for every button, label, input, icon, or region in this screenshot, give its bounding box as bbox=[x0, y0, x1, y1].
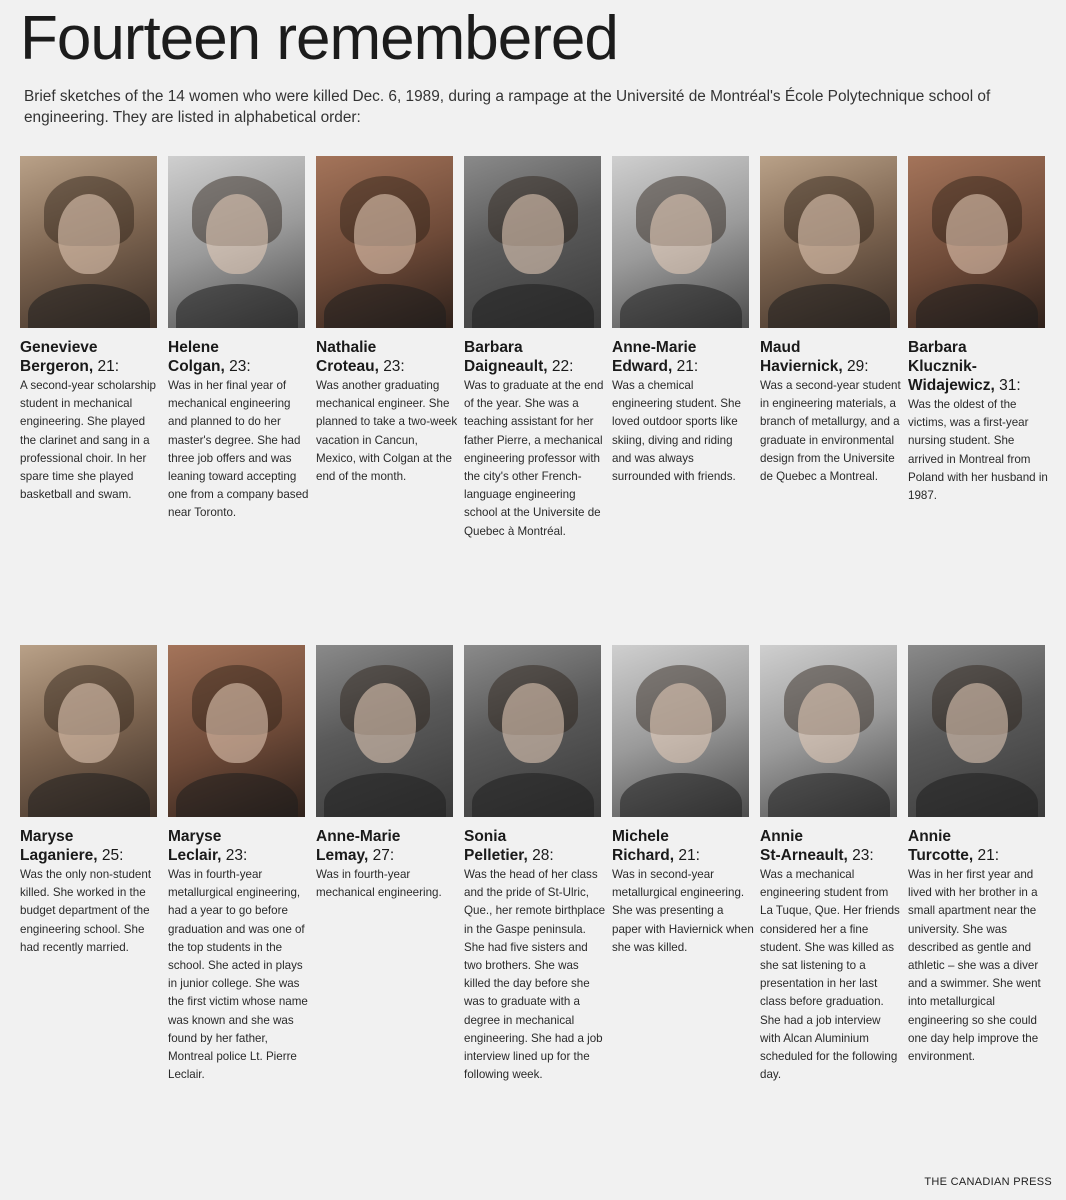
victim-name: Annie Turcotte, 21: bbox=[908, 828, 1000, 864]
portrait-photo bbox=[20, 645, 157, 817]
victim-card bbox=[760, 645, 900, 1084]
victim-description: Was a mechanical engineering student from La Tuque, Que. Her friends considered her a fine student. She was killed as she sat listening to a presentation in her last class before graduation. She had a job interview with Alcan Aluminium scheduled for the following day. bbox=[760, 868, 900, 1082]
victim-card bbox=[168, 645, 308, 1084]
victim-description: Was in her first year and lived with her brother in a small apartment near the university. She was described as gentle and athletic – she was a diver and a swimmer. She went into metallurgical engineering so she could one day help improve the environment. bbox=[908, 868, 1041, 1064]
credit-line: THE CANADIAN PRESS bbox=[924, 1176, 1052, 1188]
victim-name: Nathalie Croteau, 23: bbox=[316, 339, 405, 375]
portrait-photo bbox=[316, 645, 453, 817]
victim-description: Was the head of her class and the pride of St-Ulric, Que., her remote birthplace in the Gaspe peninsula. She had five sisters and two brothers. She was killed the day before she was to graduate with a degree in mechanical engineering. She had a job interview lined up for the following week. bbox=[464, 868, 606, 1082]
victim-description: Was in fourth-year metallurgical engineering, had a year to go before graduation and was one of the top students in the school. She acted in plays in junior college. She was the first victim whose name was known and she was found by her father, Montreal police Lt. Pierre Leclair. bbox=[168, 868, 308, 1082]
victim-card bbox=[20, 645, 160, 957]
victim-description: A second-year scholarship student in mechanical engineering. She played the clarinet and sang in a professional choir. In her spare time she played basketball and swam. bbox=[20, 379, 156, 502]
victim-description: Was another graduating mechanical engineer. She planned to take a two-week vacation in Cancun, Mexico, with Colgan at the end of the month. bbox=[316, 379, 458, 484]
portrait-photo bbox=[760, 645, 897, 817]
victim-name: Barbara Klucznik-Widajewicz, 31: bbox=[908, 339, 1021, 394]
portrait-photo bbox=[612, 156, 749, 328]
portrait-photo bbox=[908, 645, 1045, 817]
portrait-photo bbox=[168, 156, 305, 328]
portrait-photo bbox=[760, 156, 897, 328]
victim-name: Genevieve Bergeron, 21: bbox=[20, 339, 120, 375]
victim-description: Was a second-year student in engineering materials, a branch of metallurgy, and a graduate in environmental design from the Universite de Quebec a Montreal. bbox=[760, 379, 901, 484]
victim-name: Maud Haviernick, 29: bbox=[760, 339, 869, 375]
victim-card bbox=[612, 156, 752, 486]
portrait-photo bbox=[20, 156, 157, 328]
victim-card bbox=[908, 156, 1048, 505]
victim-card bbox=[168, 156, 308, 523]
victim-description: Was in fourth-year mechanical engineering. bbox=[316, 868, 442, 900]
victim-description: Was a chemical engineering student. She loved outdoor sports like skiing, diving and riding and was always surrounded with friends. bbox=[612, 379, 741, 484]
victim-description: Was in second-year metallurgical engineering. She was presenting a paper with Haviernick when she was killed. bbox=[612, 868, 754, 954]
victim-card bbox=[316, 645, 456, 902]
page-title: Fourteen remembered bbox=[20, 4, 618, 73]
victim-description: Was the only non-student killed. She worked in the budget department of the engineering school. She had recently married. bbox=[20, 868, 152, 954]
victim-name: Anne-Marie Edward, 21: bbox=[612, 339, 699, 375]
victim-description: Was the oldest of the victims, was a first-year nursing student. She arrived in Montreal from Poland with her husband in 1987. bbox=[908, 398, 1048, 503]
victim-description: Was to graduate at the end of the year. She was a teaching assistant for her father Pierre, a mechanical engineering professor with the city's other French-language engineering school at the Universite de Quebec à Montréal. bbox=[464, 379, 604, 538]
victim-card bbox=[464, 156, 604, 541]
victim-name: Anne-Marie Lemay, 27: bbox=[316, 828, 401, 864]
victim-name: Sonia Pelletier, 28: bbox=[464, 828, 554, 864]
portrait-photo bbox=[464, 645, 601, 817]
victim-card bbox=[20, 156, 160, 504]
victim-card bbox=[464, 645, 604, 1084]
victim-card bbox=[908, 645, 1048, 1066]
portrait-photo bbox=[168, 645, 305, 817]
victim-name: Maryse Leclair, 23: bbox=[168, 828, 248, 864]
portrait-photo bbox=[908, 156, 1045, 328]
victim-card bbox=[316, 156, 456, 486]
portrait-photo bbox=[464, 156, 601, 328]
victim-card bbox=[760, 156, 900, 486]
victim-description: Was in her final year of mechanical engineering and planned to do her master's degree. She had three job offers and was leaning toward accepting one from a company based near Toronto. bbox=[168, 379, 309, 520]
portrait-photo bbox=[612, 645, 749, 817]
portrait-photo bbox=[316, 156, 453, 328]
victim-name: Maryse Laganiere, 25: bbox=[20, 828, 124, 864]
victim-card bbox=[612, 645, 752, 957]
victim-name: Michele Richard, 21: bbox=[612, 828, 700, 864]
victim-name: Barbara Daigneault, 22: bbox=[464, 339, 574, 375]
victim-name: Annie St-Arneault, 23: bbox=[760, 828, 874, 864]
victim-name: Helene Colgan, 23: bbox=[168, 339, 251, 375]
subtitle: Brief sketches of the 14 women who were killed Dec. 6, 1989, during a rampage at the Université de Montréal's École Polytechnique school of engineering. They are listed in alphabetical order: bbox=[24, 88, 991, 126]
